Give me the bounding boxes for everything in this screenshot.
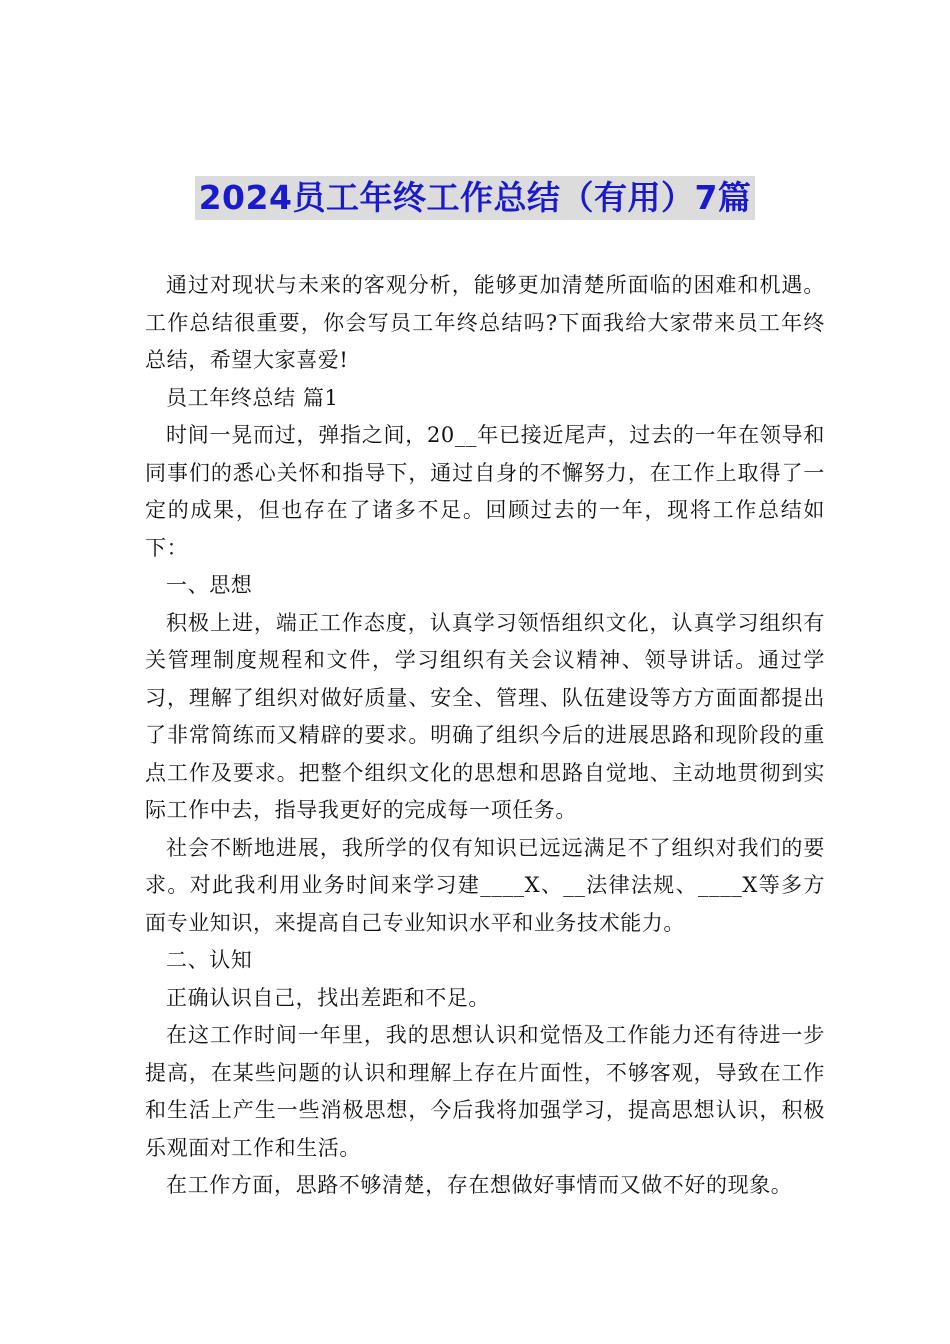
subsection-heading: 二、认知 [166,948,253,972]
document-body [145,267,825,1205]
section-heading: 员工年终总结 篇1 [166,385,339,410]
intro-paragraph: 通过对现状与未来的客观分析，能够更加清楚所面临的困难和机遇。工作总结很重要，你会写员工年终总结吗?下面我给大家带来员工年终总结，希望大家喜爱! [145,273,825,372]
body-paragraph: 在这工作时间一年里，我的思想认识和觉悟及工作能力还有待进一步提高，在某些问题的认识和理解上存在片面性，不够客观，导致在工作和生活上产生一些消极思想，今后我将加强学习，提高思想认识，积极乐观面对工作和生活。 [145,1023,825,1160]
body-paragraph: 社会不断地进展，我所学的仅有知识已远远满足不了组织对我们的要求。对此我利用业务时间来学习建____X、__法律法规、____X等多方面专业知识，来提高自己专业知识水平和业务技术能力。 [145,835,825,935]
body-paragraph: 在工作方面，思路不够清楚，存在想做好事情而又做不好的现象。 [166,1173,793,1197]
body-paragraph: 正确认识自己，找出差距和不足。 [166,985,490,1010]
document-title: 2024员工年终工作总结（有用）7篇 [195,176,756,220]
body-paragraph: 时间一晃而过，弹指之间，20__年已接近尾声，过去的一年在领导和同事们的悉心关怀和指导下，通过自身的不懈努力，在工作上取得了一定的成果，但也存在了诸多不足。回顾过去的一年，现将工作总结如下： [145,423,825,560]
title-container [0,176,950,220]
subsection-heading: 一、思想 [166,573,253,597]
body-paragraph: 积极上进，端正工作态度，认真学习领悟组织文化，认真学习组织有关管理制度规程和文件，学习组织有关会议精神、领导讲话。通过学习，理解了组织对做好质量、安全、管理、队伍建设等方方面面都提出了非常简练而又精辟的要求。明确了组织今后的进展思路和现阶段的重点工作及要求。把整个组织文化的思想和思路自觉地、主动地贯彻到实际工作中去，指导我更好的完成每一项任务。 [145,610,825,822]
